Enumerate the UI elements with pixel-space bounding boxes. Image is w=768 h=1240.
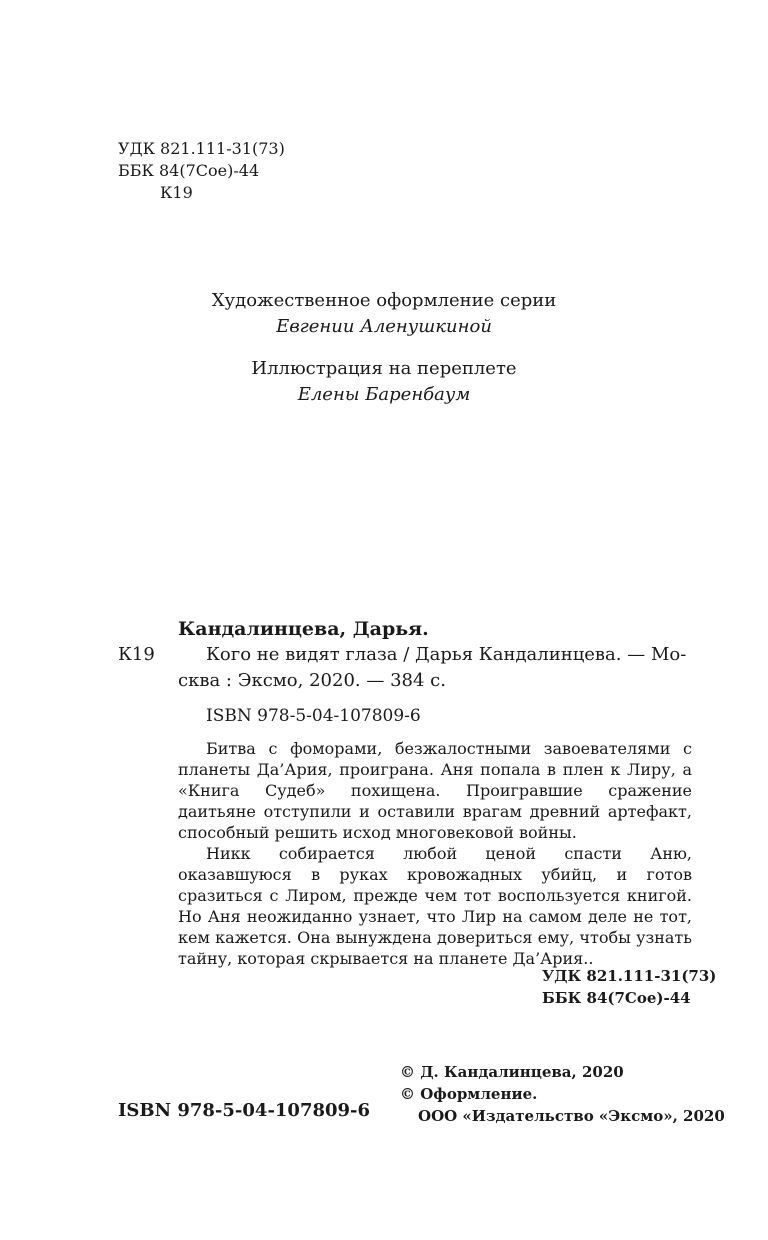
isbn-footer: ISBN 978-5-04-107809-6: [118, 1100, 371, 1121]
bib-isbn: ISBN 978-5-04-107809-6: [206, 706, 421, 726]
series-design-name-line: [0, 314, 768, 340]
bib-author-mark: К19: [118, 644, 155, 665]
cover-illustration-name: Елены Баренбаум: [297, 384, 471, 405]
cover-illustration-label: Иллюстрация на переплете: [251, 358, 517, 379]
series-design-name: Евгении Аленушкиной: [276, 316, 492, 337]
author-heading: Кандалинцева, Дарья.: [178, 618, 429, 640]
cover-illustration-name-line: [0, 382, 768, 408]
series-design-label: Художественное оформление серии: [211, 290, 557, 311]
copyright-publisher: ООО «Издательство «Эксмо», 2020: [418, 1107, 725, 1125]
udk-code-bottom: УДК 821.111-31(73): [542, 967, 717, 985]
bib-title-line-2: сква : Эксмо, 2020. — 384 с.: [178, 670, 446, 691]
annotation: [178, 738, 692, 969]
bbk-code: ББК 84(7Сое)-44: [118, 161, 260, 180]
bbk-code-bottom: ББК 84(7Сое)-44: [542, 989, 691, 1007]
annotation-paragraph-1: Битва с фоморами, безжалостными завоевателями с планеты Да’Ария, проиграна. Аня попала в плен к Лиру, а «Книга Судеб» похищена. Проигравшие сражение даитьяне отступили и оставили врагам древний артефакт, способный решить исход многовековой войны.: [178, 739, 692, 842]
copyright-design-label: © Оформление.: [400, 1085, 538, 1103]
annotation-paragraph-2: Никк собирается любой ценой спасти Аню, оказавшуюся в руках кровожадных убийц, и готов сразиться с Лиром, прежде чем тот воспользуется книгой. Но Аня неожиданно узнает, что Лир на самом деле не тот, кем кажется. Она вынуждена довериться ему, чтобы узнать тайну, которая скрывается на планете Да’Ария..: [178, 844, 692, 968]
bib-title-line-1: Кого не видят глаза / Дарья Кандалинцева. — Мо-: [206, 644, 687, 665]
copyright-author: © Д. Кандалинцева, 2020: [400, 1063, 624, 1081]
author-mark: К19: [160, 183, 193, 202]
udk-code: УДК 821.111-31(73): [118, 139, 285, 158]
